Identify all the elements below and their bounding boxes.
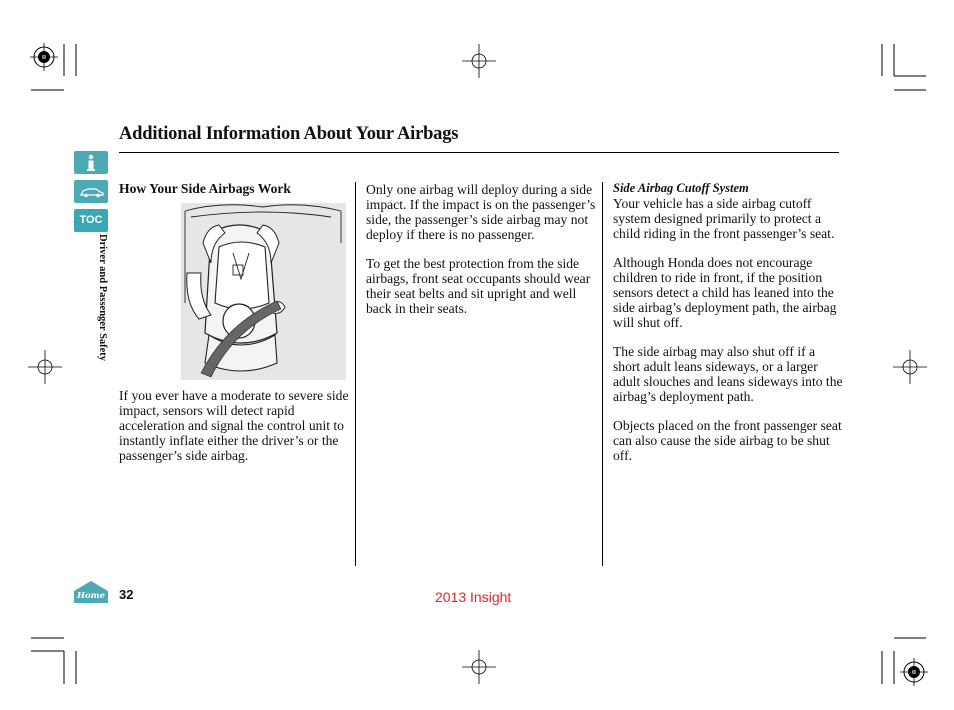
page-title: Additional Information About Your Airbags xyxy=(119,124,459,144)
home-button[interactable] xyxy=(74,581,108,603)
section-side-label: Driver and Passenger Safety xyxy=(97,234,108,362)
footer-model-link[interactable]: 2013 Insight xyxy=(435,589,512,605)
seat-illustration xyxy=(181,203,346,380)
title-divider xyxy=(119,152,839,153)
info-tab[interactable] xyxy=(74,151,108,174)
paragraph-cutoff-system: Your vehicle has a side airbag cutoff system designed primarily to protect a child riding in the front passenger’s seat. xyxy=(613,196,835,241)
paragraph-best-protection: To get the best protection from the side airbags, front seat occupants should wear their seat belts and sit upright and well back in their seats. xyxy=(366,256,591,316)
column-divider-1 xyxy=(355,182,356,566)
paragraph-short-adult: The side airbag may also shut off if a short adult leans sideways, or a larger adult slouches and leans sideways into the airbag’s deployment path. xyxy=(613,344,843,404)
toc-button[interactable]: TOC xyxy=(74,209,108,232)
car-icon xyxy=(74,180,108,203)
paragraph-side-impact-sensors: If you ever have a moderate to severe side impact, sensors will detect rapid acceleration and signal the control unit to instantly inflate either the driver’s or the passenger’s side airbag. xyxy=(119,388,349,463)
paragraph-objects-on-seat: Objects placed on the front passenger seat can also cause the side airbag to be shut off. xyxy=(613,418,842,463)
column-divider-2 xyxy=(602,182,603,566)
column3-text xyxy=(613,196,843,477)
paragraph-children-front: Although Honda does not encourage children to ride in front, if the position sensors detect a child has leaned into the side airbag’s deployment path, the airbag will shut off. xyxy=(613,255,837,330)
column2-text xyxy=(366,182,596,330)
paragraph-one-airbag: Only one airbag will deploy during a side impact. If the impact is on the passenger’s side, the passenger’s side airbag may not deploy if there is no passenger. xyxy=(366,182,596,242)
section-heading-side-airbags: How Your Side Airbags Work xyxy=(119,181,291,196)
page-number: 32 xyxy=(119,587,134,602)
section-heading-cutoff-system: Side Airbag Cutoff System xyxy=(613,181,749,195)
info-icon xyxy=(74,151,108,174)
column1-paragraph xyxy=(119,388,349,477)
home-icon xyxy=(74,581,108,603)
home-label: Home xyxy=(76,591,106,601)
vehicle-tab[interactable] xyxy=(74,180,108,203)
